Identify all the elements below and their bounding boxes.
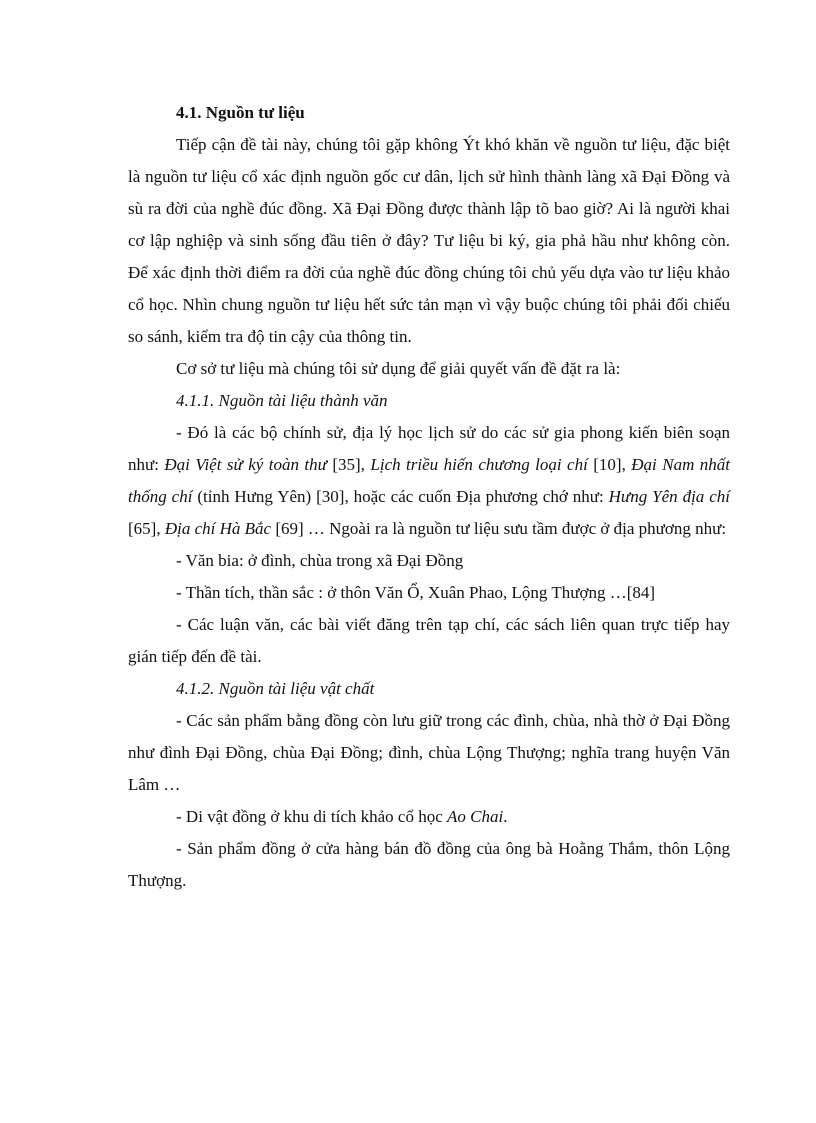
text-run: [65], bbox=[128, 519, 165, 538]
page-body bbox=[128, 97, 730, 897]
book-title: Lịch triều hiến chương loại chí bbox=[370, 455, 588, 474]
list-item: - Văn bia: ở đình, chùa trong xã Đại Đồng bbox=[176, 551, 464, 570]
text-run: [69] … Ngoài ra là nguồn tư liệu sưu tầm được ở địa phương như: bbox=[271, 519, 727, 538]
list-item: - Thần tích, thần sắc : ở thôn Văn Ổ, Xuân Phao, Lộng Thượng …[84] bbox=[176, 583, 656, 602]
list-item: - Các luận văn, các bài viết đăng trên tạp chí, các sách liên quan trực tiếp hay gián tiếp đến đề tài. bbox=[128, 615, 730, 666]
book-title: Đại Nam nhất thống chí bbox=[128, 455, 731, 506]
list-item bbox=[128, 801, 730, 833]
book-title: Đại Việt sử ký toàn thư bbox=[164, 455, 327, 474]
section-heading: 4.1. Nguồn tư liệu bbox=[176, 103, 305, 122]
text-run: - Đó là các bộ chính sử, địa lý học lịch sử do các sử gia phong kiến biên soạn như: bbox=[128, 423, 730, 474]
text-run: . bbox=[503, 807, 508, 826]
text-run: [35], bbox=[326, 455, 371, 474]
written-sources-paragraph bbox=[128, 417, 730, 545]
text-run: (tỉnh Hưng Yên) [30], hoặc các cuốn Địa phương chớ như: bbox=[192, 487, 609, 506]
site-name: Ao Chai bbox=[447, 807, 504, 826]
list-item: - Sản phẩm đồng ở cửa hàng bán đồ đồng của ông bà Hoằng Thắm, thôn Lộng Thượng. bbox=[128, 839, 730, 890]
subsection-heading-written: 4.1.1. Nguồn tài liệu thành văn bbox=[176, 391, 388, 410]
intro-paragraph: Tiếp cận đề tài này, chúng tôi gặp không Ýt khó khăn về nguồn tư liệu, đặc biệt là nguồn tư liệu cổ xác định nguồn gốc cư dân, lịch sử hình thành làng xã Đại Đồng và sù ra đời của nghề đúc đồng. Xã Đại Đồng được thành lập tõ bao giờ? Ai là người khai cơ lập nghiệp và sinh sống đầu tiên ở đây? Tư liệu bi ký, gia phả hầu như không còn. Để xác định thời điểm ra đời của nghề đúc đồng chúng tôi chủ yếu dựa vào tư liệu khảo cổ học. Nhìn chung nguồn tư liệu hết sức tản mạn vì vậy buộc chúng tôi phải đối chiếu so sánh, kiểm tra độ tin cậy của thông tin. bbox=[128, 135, 730, 346]
book-title: Địa chí Hà Bắc bbox=[164, 519, 272, 538]
subsection-heading-material: 4.1.2. Nguồn tài liệu vật chất bbox=[176, 679, 375, 698]
book-title: Hưng Yên địa chí bbox=[608, 487, 730, 506]
list-item: - Các sản phẩm bằng đồng còn lưu giữ trong các đình, chùa, nhà thờ ở Đại Đồng như đình Đại Đồng, chùa Đại Đồng; đình, chùa Lộng Thượng; nghĩa trang huyện Văn Lâm … bbox=[128, 711, 730, 794]
text-run: [10], bbox=[587, 455, 632, 474]
basis-paragraph: Cơ sở tư liệu mà chúng tôi sử dụng để giải quyết vấn đề đặt ra là: bbox=[176, 359, 621, 378]
text-run: - Di vật đồng ở khu di tích khảo cổ học bbox=[176, 807, 448, 826]
